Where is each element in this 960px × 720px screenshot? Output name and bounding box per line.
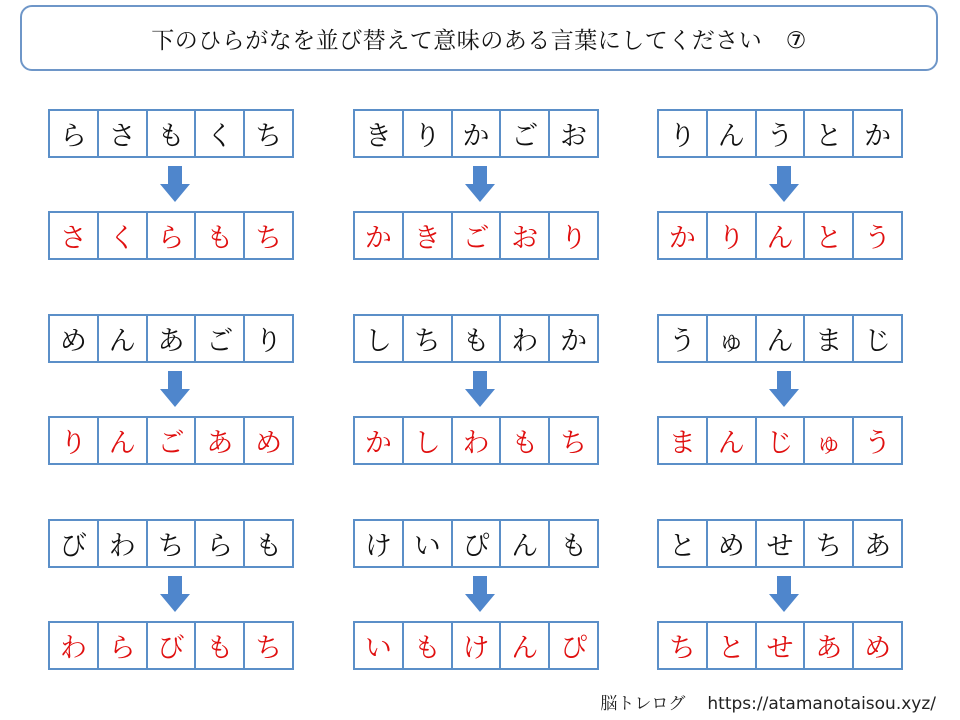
question-cell: ま [803, 314, 854, 363]
answer-cell: お [499, 211, 550, 260]
answer-row [48, 211, 302, 260]
question-cell: き [353, 109, 404, 158]
question-cell: さ [97, 109, 148, 158]
question-cell: ん [499, 519, 550, 568]
question-cell: く [194, 109, 245, 158]
question-cell: せ [755, 519, 806, 568]
question-cell: も [243, 519, 294, 568]
answer-cell: わ [48, 621, 99, 670]
question-cell: う [755, 109, 806, 158]
answer-cell: か [657, 211, 708, 260]
answer-row [657, 621, 911, 670]
answer-cell: も [499, 416, 550, 465]
answer-row [353, 621, 607, 670]
answer-cell: ぴ [548, 621, 599, 670]
question-cell: ぴ [451, 519, 502, 568]
answer-cell: ま [657, 416, 708, 465]
question-cell: か [548, 314, 599, 363]
question-cell: わ [499, 314, 550, 363]
down-arrow-icon [160, 371, 190, 407]
puzzle-6 [657, 314, 911, 466]
question-cell: う [657, 314, 708, 363]
question-cell: も [451, 314, 502, 363]
question-cell: も [146, 109, 197, 158]
answer-cell: め [243, 416, 294, 465]
question-cell: か [852, 109, 903, 158]
answer-cell: ご [451, 211, 502, 260]
question-row [48, 109, 302, 158]
question-cell: し [353, 314, 404, 363]
question-cell: ゅ [706, 314, 757, 363]
answer-cell: め [852, 621, 903, 670]
answer-cell: あ [803, 621, 854, 670]
answer-cell: ご [146, 416, 197, 465]
down-arrow-icon [465, 371, 495, 407]
puzzle-7 [48, 519, 302, 671]
down-arrow-icon [465, 576, 495, 612]
question-cell: あ [146, 314, 197, 363]
answer-cell: う [852, 211, 903, 260]
question-row [353, 109, 607, 158]
puzzle-4 [48, 314, 302, 466]
question-cell: ち [243, 109, 294, 158]
footer-url[interactable]: https://atamanotaisou.xyz/ [707, 694, 936, 714]
question-cell: ん [97, 314, 148, 363]
answer-cell: ん [499, 621, 550, 670]
down-arrow-icon [465, 166, 495, 202]
down-arrow-icon [769, 576, 799, 612]
question-row [48, 519, 302, 568]
question-cell: ご [499, 109, 550, 158]
answer-cell: わ [451, 416, 502, 465]
question-row [657, 109, 911, 158]
question-row [353, 314, 607, 363]
answer-cell: せ [755, 621, 806, 670]
question-cell: ら [48, 109, 99, 158]
answer-cell: あ [194, 416, 245, 465]
question-cell: り [402, 109, 453, 158]
question-cell: ら [194, 519, 245, 568]
question-cell: め [48, 314, 99, 363]
answer-cell: ち [243, 211, 294, 260]
question-cell: ご [194, 314, 245, 363]
answer-cell: り [548, 211, 599, 260]
answer-row [657, 416, 911, 465]
question-cell: ち [402, 314, 453, 363]
answer-cell: ら [146, 211, 197, 260]
answer-cell: か [353, 211, 404, 260]
answer-cell: ん [755, 211, 806, 260]
answer-cell: し [402, 416, 453, 465]
answer-row [657, 211, 911, 260]
puzzle-8 [353, 519, 607, 671]
answer-cell: ん [706, 416, 757, 465]
answer-cell: も [194, 211, 245, 260]
answer-cell: も [402, 621, 453, 670]
down-arrow-icon [769, 371, 799, 407]
answer-cell: ち [548, 416, 599, 465]
down-arrow-icon [160, 576, 190, 612]
question-row [657, 519, 911, 568]
question-row [657, 314, 911, 363]
puzzle-9 [657, 519, 911, 671]
footer [600, 689, 936, 714]
answer-row [353, 416, 607, 465]
answer-cell: か [353, 416, 404, 465]
down-arrow-icon [160, 166, 190, 202]
answer-cell: ら [97, 621, 148, 670]
answer-cell: い [353, 621, 404, 670]
question-cell: と [657, 519, 708, 568]
question-cell: か [451, 109, 502, 158]
question-cell: わ [97, 519, 148, 568]
page-title: 下のひらがなを並び替えて意味のある言葉にしてください ⑦ [151, 27, 807, 54]
answer-cell: ち [243, 621, 294, 670]
answer-cell: び [146, 621, 197, 670]
question-row [48, 314, 302, 363]
answer-cell: ん [97, 416, 148, 465]
answer-cell: じ [755, 416, 806, 465]
answer-cell: ち [657, 621, 708, 670]
question-cell: り [243, 314, 294, 363]
question-cell: け [353, 519, 404, 568]
question-cell: ち [146, 519, 197, 568]
answer-cell: と [803, 211, 854, 260]
footer-brand: 脳トレログ [600, 694, 686, 714]
answer-cell: さ [48, 211, 99, 260]
answer-cell: く [97, 211, 148, 260]
answer-cell: け [451, 621, 502, 670]
question-cell: じ [852, 314, 903, 363]
puzzle-5 [353, 314, 607, 466]
question-row [353, 519, 607, 568]
question-cell: い [402, 519, 453, 568]
question-cell: り [657, 109, 708, 158]
question-cell: も [548, 519, 599, 568]
question-cell: ん [706, 109, 757, 158]
question-cell: び [48, 519, 99, 568]
puzzle-3 [657, 109, 911, 261]
answer-row [353, 211, 607, 260]
puzzle-2 [353, 109, 607, 261]
answer-cell: と [706, 621, 757, 670]
answer-cell: り [48, 416, 99, 465]
puzzle-1 [48, 109, 302, 261]
question-cell: お [548, 109, 599, 158]
question-cell: と [803, 109, 854, 158]
answer-cell: き [402, 211, 453, 260]
down-arrow-icon [769, 166, 799, 202]
answer-row [48, 621, 302, 670]
question-cell: あ [852, 519, 903, 568]
answer-cell: う [852, 416, 903, 465]
question-cell: ん [755, 314, 806, 363]
answer-cell: ゅ [803, 416, 854, 465]
answer-cell: り [706, 211, 757, 260]
question-cell: め [706, 519, 757, 568]
answer-cell: も [194, 621, 245, 670]
answer-row [48, 416, 302, 465]
question-cell: ち [803, 519, 854, 568]
